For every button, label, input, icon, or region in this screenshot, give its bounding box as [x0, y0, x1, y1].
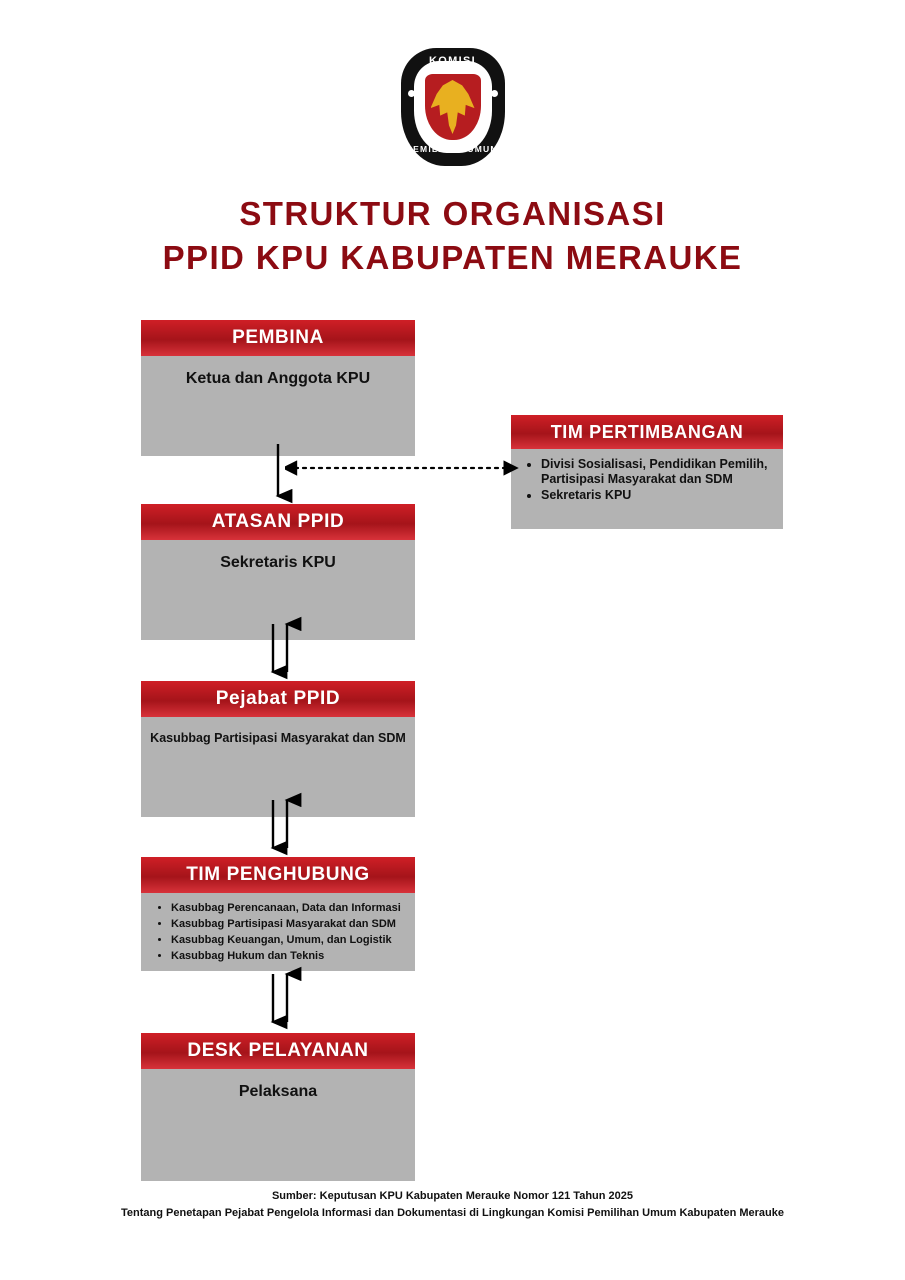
connector-dotted-to-tim-pertimbangan [285, 455, 520, 483]
connector-penghubung-to-desk [255, 966, 315, 1036]
logo-dot-left [408, 90, 415, 97]
connector-pejabat-to-penghubung [255, 790, 315, 860]
node-pembina-header: PEMBINA [141, 320, 415, 356]
node-pembina-body: Ketua dan Anggota KPU [141, 356, 415, 456]
node-tim-penghubung [141, 857, 415, 971]
node-desk-pelayanan-body: Pelaksana [141, 1069, 415, 1181]
node-atasan-ppid-body: Sekretaris KPU [141, 540, 415, 640]
logo-text-top: KOMISI [429, 55, 476, 67]
footer-line1: Sumber: Keputusan KPU Kabupaten Merauke Nomor 121 Tahun 2025 [271, 1190, 634, 1202]
node-pejabat-ppid-header: Pejabat PPID [141, 681, 415, 717]
list-item: • Kasubbag Partisipasi Masyarakat dan SDM [171, 917, 407, 932]
logo-dot-right [491, 90, 498, 97]
tim-pertimbangan-list [511, 449, 783, 512]
tim-penghubung-list [141, 893, 415, 973]
page-title-line2: PPID KPU KABUPATEN MERAUKE [162, 239, 743, 276]
list-item: • Kasubbag Perencanaan, Data dan Informasi [171, 901, 407, 916]
node-tim-pertimbangan [511, 415, 783, 529]
list-item: • Kasubbag Hukum dan Teknis [171, 949, 407, 964]
footer-source [0, 1188, 905, 1222]
kpu-garuda-logo-icon [401, 48, 505, 166]
node-tim-penghubung-header: TIM PENGHUBUNG [141, 857, 415, 893]
list-item: • Divisi Sosialisasi, Pendidikan Pemilih, Partisipasi Masyarakat dan SDM [541, 457, 775, 487]
footer-line2: Tentang Penetapan Pejabat Pengelola Informasi dan Dokumentasi di Lingkungan Komisi Pemilihan Umum Kabupaten Merauke [121, 1207, 784, 1219]
node-desk-pelayanan-header: DESK PELAYANAN [141, 1033, 415, 1069]
node-pembina [141, 320, 415, 456]
logo-text-bottom: PEMILIHAN UMUM [406, 144, 499, 154]
page-title-line1: STRUKTUR ORGANISASI [239, 195, 666, 232]
list-item: • Kasubbag Keuangan, Umum, dan Logistik [171, 933, 407, 948]
connector-atasan-to-pejabat [255, 614, 315, 684]
page-title [0, 192, 905, 280]
kpu-logo-container [0, 48, 905, 166]
node-desk-pelayanan [141, 1033, 415, 1181]
node-tim-pertimbangan-header: TIM PERTIMBANGAN [511, 415, 783, 449]
node-pejabat-ppid-body: Kasubbag Partisipasi Masyarakat dan SDM [141, 717, 415, 817]
node-atasan-ppid-header: ATASAN PPID [141, 504, 415, 540]
node-tim-penghubung-body [141, 893, 415, 971]
list-item: • Sekretaris KPU [541, 488, 775, 503]
node-tim-pertimbangan-body [511, 449, 783, 529]
